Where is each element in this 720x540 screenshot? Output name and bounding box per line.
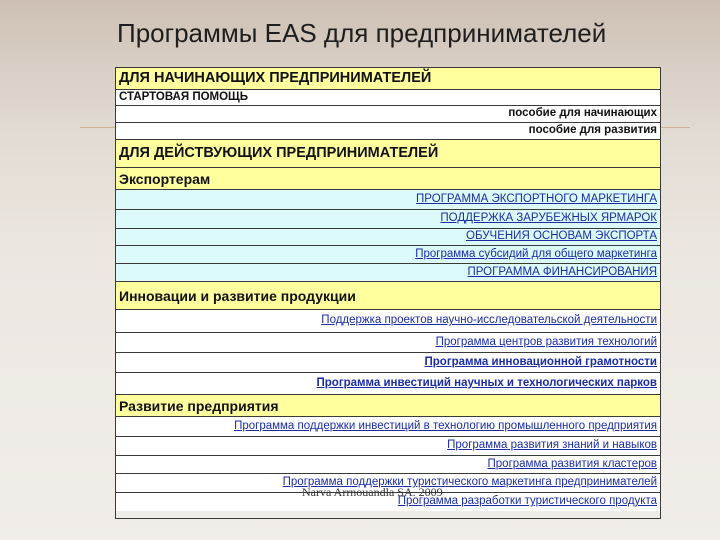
- category-enterprise-development: Развитие предприятия: [116, 395, 660, 417]
- footer-caption: Narva Arrnouandla SA. 2009: [302, 485, 443, 499]
- program-clusters[interactable]: Программа развития кластеров: [116, 456, 660, 474]
- program-marketing-subsidies[interactable]: Программа субсидий для общего маркетинга: [116, 246, 660, 264]
- program-financing[interactable]: ПРОГРАММА ФИНАНСИРОВАНИЯ: [116, 264, 660, 282]
- program-tourism-marketing[interactable]: Программа поддержки туристического маркетинга предпринимателей: [116, 474, 660, 493]
- section-header-existing: ДЛЯ ДЕЙСТВУЮЩИХ ПРЕДПРИНИМАТЕЛЕЙ: [116, 140, 660, 168]
- program-industrial-technology-investment[interactable]: Программа поддержки инвестиций в технологию промышленного предприятия: [116, 417, 660, 437]
- table-row-grant-development: пособие для развития: [116, 123, 660, 140]
- programs-table: [115, 67, 661, 519]
- category-exporters: Экспортерам: [116, 168, 660, 190]
- program-research-support[interactable]: Поддержка проектов научно-исследовательской деятельности: [116, 310, 660, 333]
- program-technology-centers[interactable]: Программа центров развития технологий: [116, 333, 660, 353]
- program-export-marketing[interactable]: ПРОГРАММА ЭКСПОРТНОГО МАРКЕТИНГА: [116, 190, 660, 210]
- section-header-startups: ДЛЯ НАЧИНАЮЩИХ ПРЕДПРИНИМАТЕЛЕЙ: [116, 68, 660, 90]
- program-skills-development[interactable]: Программа развития знаний и навыков: [116, 437, 660, 456]
- program-innovation-literacy[interactable]: Программа инновационной грамотности: [116, 353, 660, 373]
- slide-title: Программы EAS для предпринимателей: [117, 18, 607, 48]
- program-science-parks[interactable]: Программа инвестиций научных и технологических парков: [116, 373, 660, 395]
- program-tourism-product[interactable]: Программа разработки туристического продукта: [116, 493, 660, 511]
- category-innovation: Инновации и развитие продукции: [116, 282, 660, 310]
- program-export-basics[interactable]: ОБУЧЕНИЯ ОСНОВАМ ЭКСПОРТА: [116, 229, 660, 246]
- program-foreign-fairs[interactable]: ПОДДЕРЖКА ЗАРУБЕЖНЫХ ЯРМАРОК: [116, 210, 660, 229]
- table-row-grant-beginners: пособие для начинающих: [116, 106, 660, 123]
- table-row-startup-help: СТАРТОВАЯ ПОМОЩЬ: [116, 90, 660, 106]
